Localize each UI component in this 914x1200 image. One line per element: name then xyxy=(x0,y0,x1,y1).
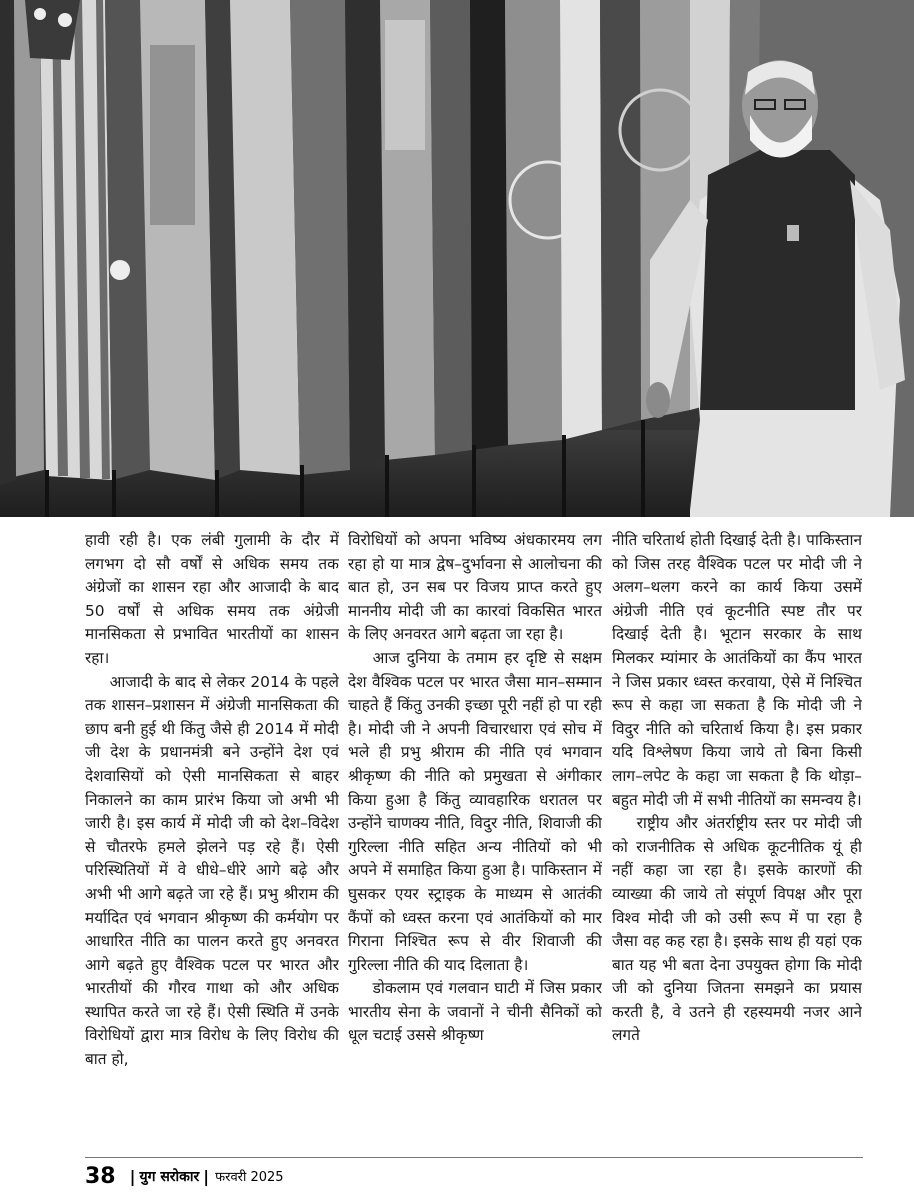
footer-separator: | xyxy=(129,1166,136,1186)
footer-separator: | xyxy=(203,1166,210,1186)
article-column-3 xyxy=(612,529,862,1149)
paragraph: आजादी के बाद से लेकर 2014 के पहले तक शासन–प्रशासन में अंग्रेजी मानसिकता की छाप बनी हुई थी किंतु जैसे ही 2014 में मोदी जी देश के प्रधानमंत्री बने उन्होंने देश एवं देशवासियों को ऐसी मानसिकता से बाहर निकालने का काम प्रारंभ किया जो अभी भी जारी है। इस कार्य में मोदी जी को देश–विदेश से चौतरफे हमले झेलने पड़ रहे हैं। ऐसी परिस्थितियों में वे धीधे–धीरे आगे बढ़े और अभी भी आगे बढ़ते जा रहे हैं। प्रभु श्रीराम की मर्यादित एवं भगवान श्रीकृष्ण की कर्मयोग पर आधारित नीति का पालन करते हुए अनवरत आगे बढ़ते हुए वैश्विक पटल पर भारत और भारतीयों की गौरव गाथा को और अधिक स्थापित करते जा रहे हैं। ऐसी स्थिति में उनके विरोधियों द्वारा मात्र विरोध के लिए विरोध की बात हो, xyxy=(85,672,339,1069)
paragraph: डोकलाम एवं गलवान घाटी में जिस प्रकार भारतीय सेना के जवानों ने चीनी सैनिकों को धूल चटाई उससे श्रीकृष्ण xyxy=(348,979,602,1045)
paragraph: नीति चरितार्थ होती दिखाई देती है। पाकिस्तान को जिस तरह वैश्विक पटल पर मोदी जी ने अलग–थलग करने का कार्य किया उसमें अंग्रेजी नीति एवं कूटनीति स्पष्ट तौर पर दिखाई देती है। भूटान सरकार के साथ मिलकर म्यांमार के आतंकियों का कैंप भारत ने जिस प्रकार ध्वस्त करवाया, ऐसे में निश्चित रूप से कहा जा सकता है कि मोदी जी ने विदुर नीति को चरितार्थ किया है। इस प्रकार यदि विश्लेषण किया जाये तो बिना किसी लाग–लपेट के कहा जा सकता है कि थोड़ा–बहुत मोदी जी में सभी नीतियों का समन्वय है। xyxy=(612,531,862,809)
issue-date: फरवरी 2025 xyxy=(215,1170,284,1185)
paragraph: राष्ट्रीय और अंतर्राष्ट्रीय स्तर पर मोदी जी को राजनीतिक से अधिक कूटनीतिक यूं ही नहीं कहा जा रहा है। इसके कारणों की व्याख्या की जाये तो संपूर्ण विपक्ष और पूरा विश्व मोदी जी को उसी रूप में पा रहा है जैसा वह कह रहा है। इसके साथ ही यहां एक बात यह भी बता देना उपयुक्त होगा कि मोदी जी को दुनिया जितना समझने का प्रयास करती है, वे उतने ही रहस्यमयी नजर आने लगते xyxy=(612,814,862,1045)
article-column-1 xyxy=(85,529,339,1149)
flags-photo-illustration xyxy=(0,0,914,517)
page-number: 38 xyxy=(85,1163,116,1189)
paragraph: हावी रही है। एक लंबी गुलामी के दौर में लगभग दो सौ वर्षों से अधिक समय तक अंग्रेजों का शासन रहा और आजादी के बाद 50 वर्षों से अधिक समय तक अंग्रेजी मानसिकता से प्रभावित भारतीयों का शासन रहा। xyxy=(85,531,339,667)
paragraph: आज दुनिया के तमाम हर दृष्टि से सक्षम देश वैश्विक पटल पर भारत जैसा मान–सम्मान चाहते हैं किंतु उनकी इच्छा पूरी नहीं हो पा रही है। मोदी जी ने अपनी विचारधारा एवं सोच में भले ही प्रभु श्रीराम की नीति एवं भगवान श्रीकृष्ण की नीति को प्रमुखता से अंगीकार किया हुआ है किंतु व्यावहारिक धरातल पर उन्होंने चाणक्य नीति, विदुर नीति, शिवाजी की गुरिल्ला नीति सहित अन्य नीतियों को भी अपने में समाहित किया हुआ है। पाकिस्तान में घुसकर एयर स्ट्राइक के माध्यम से आतंकी कैंपों को ध्वस्त करना एवं आतंकियों को मार गिराना निश्चित रूप से वीर शिवाजी की गुरिल्ला नीति की याद दिलाता है। xyxy=(348,648,602,974)
paragraph: विरोधियों को अपना भविष्य अंधकारमय लग रहा हो या मात्र द्वेष–दुर्भावना से आलोचना की बात हो, उन सब पर विजय प्राप्त करते हुए माननीय मोदी जी का कारवां विकसित भारत के लिए अनवरत आगे बढ़ता जा रहा है। xyxy=(348,531,602,644)
header-photo xyxy=(0,0,914,517)
footer-divider xyxy=(85,1157,863,1158)
page-footer xyxy=(85,1161,284,1191)
magazine-name: युग सरोकार xyxy=(139,1168,200,1185)
article-column-2 xyxy=(348,529,602,1149)
flag-row xyxy=(0,0,760,485)
